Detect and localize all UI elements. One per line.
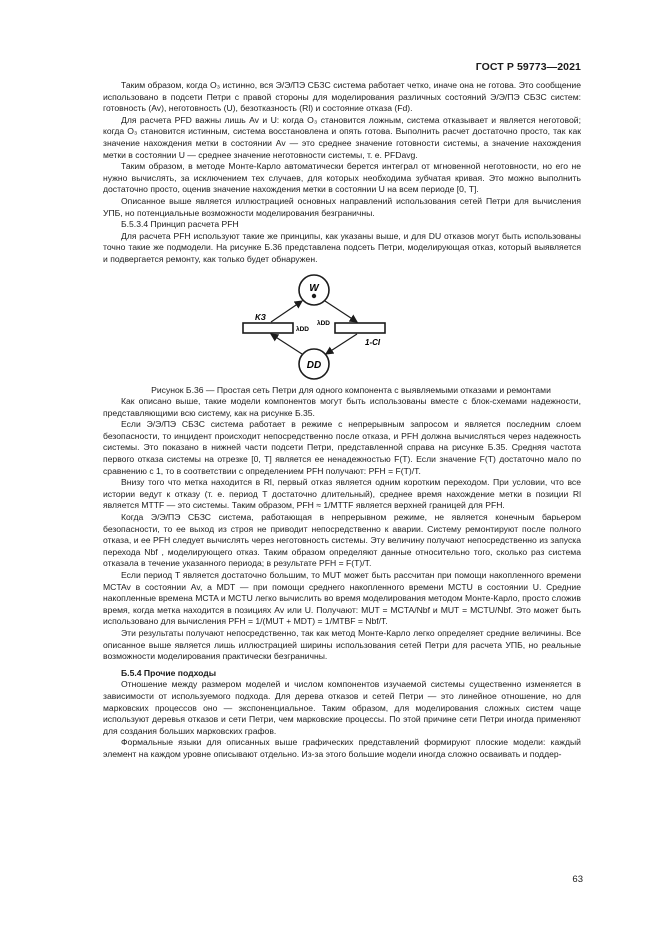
- paragraph: Если Э/Э/ПЭ СБЗС система работает в режиме с непрерывным запросом и является последним слоем безопасности, то инцидент происходит непосредственно после отказа, и PFH должна вычисляться через надежность системы. Это показано в нижней части подсети Петри, представленной справа на рисунке Б.35. Средняя частота первого отказа системы на отрезке [0, T] является ее ненадежностью F(T). Если значение F(T) достаточно мало по сравнению с 1, то в соответствии с определением PFH получают: PFH = F(T)/T.: [103, 419, 581, 476]
- page-number: 63: [572, 874, 583, 885]
- paragraph: Если период T является достаточно большим, то MUT может быть рассчитан при помощи накопленного времени MCTAv в состоянии Av, а MDT — при помощи среднего накопленного времени MCTU в состоянии U. Средние накопленные времена MCTA и MCTU легко вычислить во время моделирования методом Монте-Карло, просто сложив время, когда метка находится в позициях Av или U. Получают: MUT = MCTA/Nbf и MUT = MCTU/Nbf. Это может быть использовано для вычисления PFH = 1/(MUT + MDT) = 1/MTBF = Nbf/T.: [103, 570, 581, 627]
- paragraph: Эти результаты получают непосредственно, так как метод Монте-Карло легко определяет средние величины. Все описанное выше является лишь иллюстрацией ширины использования сетей Петри для расчета УПБ, но реальные возможности моделирования практически безграничны.: [103, 627, 581, 662]
- body-text: [103, 80, 581, 761]
- label-right-bottom: 1-CI: [365, 337, 381, 347]
- paragraph: Для расчета PFD важны лишь Av и U: когда O₃ становится ложным, система отказывает и является неготовой; когда O₃ становится истинным, система восстановлена и опять готова. Выполнить расчет достаточно просто, так как значение нахождения метки в состоянии Av — это среднее значение готовности системы, а значение нахождения метки в состоянии U — среднее значение неготовности системы, т. е. PFDavg.: [103, 114, 581, 160]
- paragraph: Как описано выше, такие модели компонентов могут быть использованы вместе с блок-схемами надежности, представляющими всю систему, как на рисунке Б.35.: [103, 396, 581, 418]
- paragraph: Таким образом, когда O₃ истинно, вся Э/Э/ПЭ СБЗС система работает четко, иначе она не готова. Это сообщение использовано в подсети Петри с правой стороны для моделирования различных состояний Э/Э/ПЭ СБЗС систем: готовность (Av), неготовность (U), безотказность (Rl) и состояние отказа (Fd).: [103, 80, 581, 114]
- label-left-top: KЗ: [255, 312, 266, 322]
- subsection-heading: Б.5.3.4 Принцип расчета PFH: [121, 219, 239, 230]
- paragraph: Описанное выше является иллюстрацией основных направлений использования сетей Петри для вычисления УПБ, но потенциальные возможности моделирования безграничны.: [103, 195, 581, 218]
- paragraph: Когда Э/Э/ПЭ СБЗС система, работающая в непрерывном режиме, не является конечным барьером безопасности, то ее выход из строя не приводит непосредственно к аварии. Систему ремонтируют после полного отказа, и ее PFH следует вычислять через неготовность системы. Эту величину получают непосредственно из запуска перехода Nbf , моделирующего отказ. Таким образом определяют данные относительно того, сколько раз система отказала в течение указанного периода; в результате PFH = F(T)/T.: [103, 512, 581, 569]
- paragraph: Формальные языки для описанных выше графических представлений формируют плоские модели: каждый элемент на каждом уровне описывают отдельно. Из-за этого большие модели иногда сложно осваивать и поддер-: [103, 737, 581, 759]
- figure-caption: Рисунок Б.36 — Простая сеть Петри для одного компонента с выявляемыми отказами и ремонтами: [151, 384, 551, 395]
- arc-dd-to-repair: [271, 334, 302, 354]
- paragraph: Отношение между размером моделей и числом компонентов изучаемой системы существенно изменяется в зависимости от используемого подхода. Для дерева отказов и сетей Петри — это линейное отношение, но для марковских процессов оно — экспоненциальное. Таким образом, для моделирования сложных систем чаще используют деревья отказов и сети Петри, чем марковские процессы. По этой причине сети Петри иногда применяют для создания больших марковских графов.: [103, 679, 581, 736]
- petri-net-diagram: [103, 270, 581, 385]
- paragraph: Для расчета PFH используют такие же принципы, как указаны выше, и для DU отказов могут быть использованы точно такие же подмодели. На рисунке Б.36 представлена подсеть Петри, моделирующая отказ, который выявляется и подвергается ремонту, как только будет обнаружен.: [103, 230, 581, 264]
- label-right-rate: λDD: [317, 319, 331, 327]
- place-dd-label: DD: [306, 359, 322, 371]
- paragraph: Внизу того что метка находится в Rl, первый отказ является одним коротким переходом. При условии, что все истории ведут к отказу (т. е. период T достаточно длительный), среднее время нахождение метки в позиции Rl является MTTF — это системы. Таким образом, PFH ≈ 1/MTTF является верхней границей для PFH.: [103, 477, 581, 511]
- token-dot: [312, 293, 316, 297]
- standard-header: ГОСТ Р 59773—2021: [475, 61, 581, 73]
- transition-repair: [243, 323, 293, 333]
- place-working-label: W: [309, 282, 319, 294]
- section-heading: Б.5.4 Прочие подходы: [121, 667, 217, 678]
- arc-failure-to-dd: [326, 334, 357, 354]
- label-left-rate: λDD: [296, 325, 310, 333]
- transition-failure: [335, 323, 385, 333]
- petri-net-figure: [103, 270, 581, 385]
- arc-w-to-failure: [325, 301, 357, 322]
- paragraph: Таким образом, в методе Монте-Карло автоматически берется интеграл от мгновенной неготовности, но его не нужно вычислять, за исключением тех случаев, для которых необходима зубчатая кривая. Это можно выполнить достаточно просто, оценив значение нахождения метки в состоянии U на всем периоде [0, T].: [103, 161, 581, 195]
- arc-repair-to-w: [271, 301, 302, 322]
